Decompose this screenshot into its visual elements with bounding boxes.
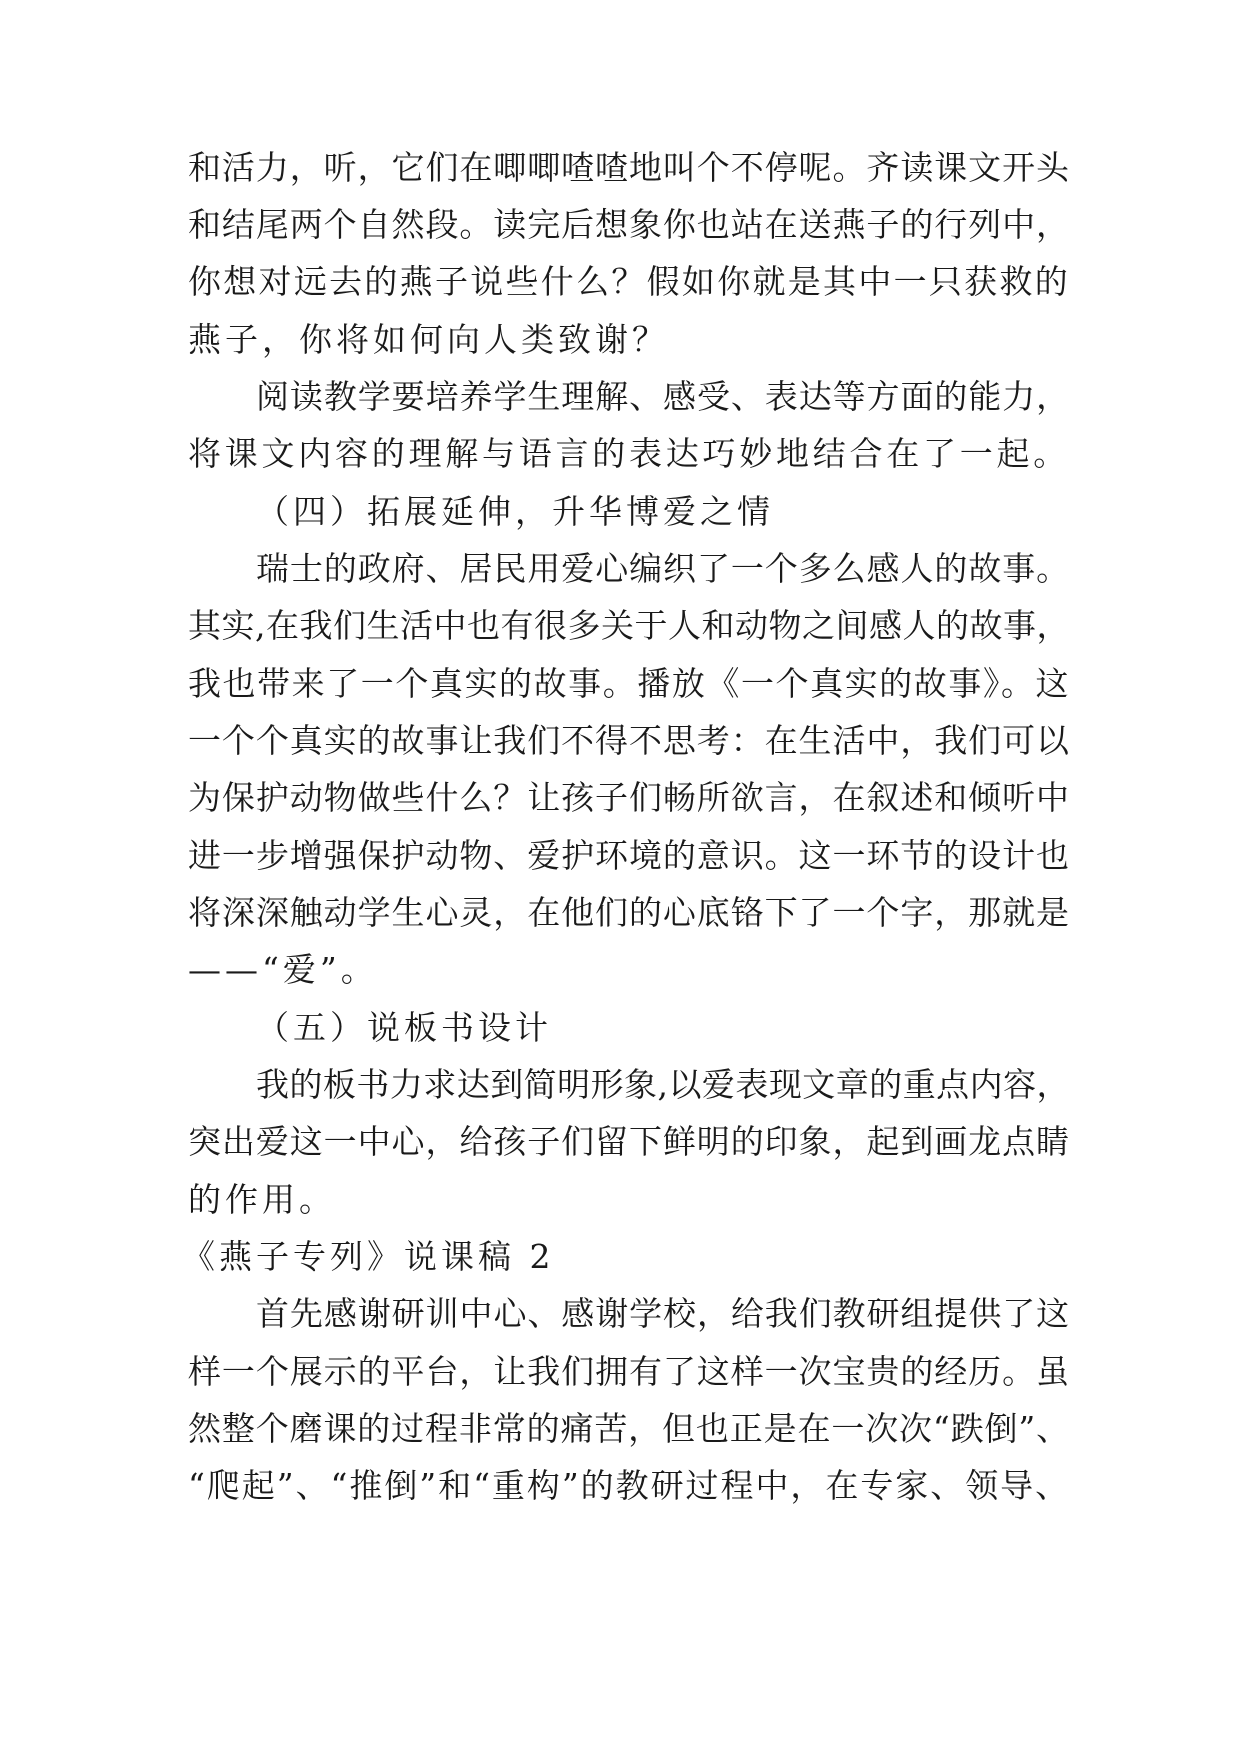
paragraph-first-line: 我的板书力求达到简明形象,以爱表现文章的重点内容， xyxy=(256,1065,1070,1104)
text-line: 为保护动物做些什么？让孩子们畅所欲言，在叙述和倾听中 xyxy=(188,778,1070,817)
section-heading: （五）说板书设计 xyxy=(256,1008,552,1047)
text-line: 的作用。 xyxy=(188,1180,336,1219)
text-line: 将课文内容的理解与语言的表达巧妙地结合在了一起。 xyxy=(188,434,1070,473)
document-title: 《燕子专列》说课稿 2 xyxy=(182,1237,555,1276)
text-line: 和结尾两个自然段。读完后想象你也站在送燕子的行列中， xyxy=(188,205,1070,244)
text-line: 和活力，听，它们在唧唧喳喳地叫个不停呢。齐读课文开头 xyxy=(188,148,1070,187)
text-line: 燕子，你将如何向人类致谢？ xyxy=(188,320,669,359)
text-line: 我也带来了一个真实的故事。播放《一个真实的故事》。这 xyxy=(188,664,1071,703)
paragraph-first-line: 瑞士的政府、居民用爱心编织了一个多么感人的故事。 xyxy=(256,549,1071,588)
text-line: 你想对远去的燕子说些什么？假如你就是其中一只获救的 xyxy=(188,262,1070,301)
text-line: 进一步增强保护动物、爱护环境的意识。这一环节的设计也 xyxy=(188,836,1070,875)
text-line: “爬起”、“推倒”和“重构”的教研过程中，在专家、领导、 xyxy=(188,1466,1071,1505)
paragraph-first-line: 阅读教学要培养学生理解、感受、表达等方面的能力， xyxy=(256,377,1071,416)
paragraph-first-line: 首先感谢研训中心、感谢学校，给我们教研组提供了这 xyxy=(256,1294,1071,1333)
text-line: 然整个磨课的过程非常的痛苦，但也正是在一次次“跌倒”、 xyxy=(188,1409,1070,1448)
text-line: 一个个真实的故事让我们不得不思考：在生活中，我们可以 xyxy=(188,721,1070,760)
text-line: 突出爱这一中心，给孩子们留下鲜明的印象，起到画龙点睛 xyxy=(188,1122,1070,1161)
section-heading: （四）拓展延伸，升华博爱之情 xyxy=(256,492,774,531)
text-line: 样一个展示的平台，让我们拥有了这样一次宝贵的经历。虽 xyxy=(188,1352,1070,1391)
text-line: 其实,在我们生活中也有很多关于人和动物之间感人的故事， xyxy=(188,606,1070,645)
text-line: ——“爱”。 xyxy=(188,950,378,989)
text-line: 将深深触动学生心灵，在他们的心底铬下了一个字，那就是 xyxy=(188,893,1070,932)
